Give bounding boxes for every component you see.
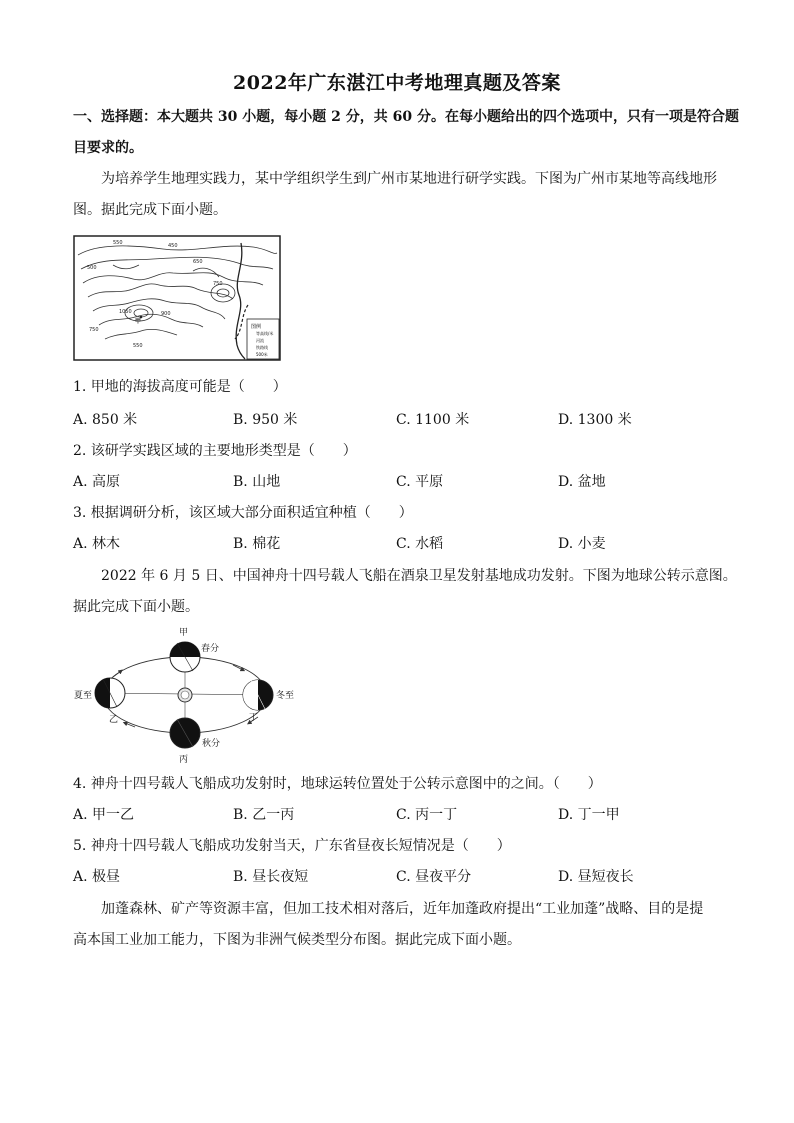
earth-position-yi xyxy=(95,678,125,708)
earth-position-ding xyxy=(243,680,273,710)
contour-map-figure xyxy=(73,235,281,361)
legend-scale: 500米 xyxy=(256,352,268,357)
label-dongzhi: 冬至 xyxy=(276,691,295,701)
question-5-stem: 5. 神舟十四号载人飞船成功发射当天，广东省昼夜长短情况是（ ） xyxy=(73,838,511,854)
intro-paragraph-1-cont: 图。据此完成下面小题。 xyxy=(73,202,227,218)
option-a: A. 极昼 xyxy=(73,869,121,885)
contour-label: 750 xyxy=(89,327,99,333)
label-bing: 丙 xyxy=(179,755,189,765)
contour-label: 900 xyxy=(161,311,171,317)
page-title: 2022年广东湛江中考地理真题及答案 xyxy=(233,72,561,94)
contour-label: 650 xyxy=(193,259,203,265)
section-heading-cont: 目要求的。 xyxy=(73,140,143,156)
contour-label: 500 xyxy=(87,265,97,271)
option-b: B. 山地 xyxy=(233,474,281,490)
question-4-options xyxy=(73,805,733,825)
intro-paragraph-1: 为培养学生地理实践力，某中学组织学生到广州市某地进行研学实践。下图为广州市某地等高线地形 xyxy=(101,171,717,187)
intro-paragraph-3-cont: 高本国工业加工能力，下图为非洲气候类型分布图。据此完成下面小题。 xyxy=(73,932,521,948)
earth-orbit-diagram xyxy=(73,625,303,765)
question-3-stem: 3. 根据调研分析，该区域大部分面积适宜种植（ ） xyxy=(73,505,413,521)
option-c: C. 丙一丁 xyxy=(396,807,458,823)
earth-position-bing xyxy=(170,718,200,748)
question-3-options xyxy=(73,534,733,554)
intro-paragraph-3: 加蓬森林、矿产等资源丰富，但加工技术相对落后，近年加蓬政府提出“工业加蓬”战略、目的是提 xyxy=(101,901,704,917)
label-xiazhi: 夏至 xyxy=(74,691,93,701)
question-1-stem: 1. 甲地的海拔高度可能是（ ） xyxy=(73,379,287,395)
label-ding: 丁 xyxy=(249,713,259,723)
contour-label: 550 xyxy=(113,240,123,246)
legend-river: 河流 xyxy=(256,338,264,343)
option-d: D. 小麦 xyxy=(558,536,606,552)
location-jia: 甲 xyxy=(135,318,142,325)
option-d: D. 昼短夜长 xyxy=(558,869,634,885)
option-a: A. 850 米 xyxy=(73,412,138,428)
contour-label: 550 xyxy=(133,343,143,349)
option-b: B. 乙一丙 xyxy=(233,807,295,823)
option-a: A. 甲一乙 xyxy=(73,807,135,823)
contour-label: 1050 xyxy=(119,309,132,315)
question-5-options xyxy=(73,867,733,887)
option-c: C. 水稻 xyxy=(396,536,444,552)
earth-position-jia xyxy=(170,642,200,672)
option-a: A. 高原 xyxy=(73,474,121,490)
contour-label: 750 xyxy=(213,281,223,287)
option-c: C. 1100 米 xyxy=(396,412,470,428)
contour-label: 450 xyxy=(168,243,178,249)
option-c: C. 平原 xyxy=(396,474,444,490)
option-a: A. 林木 xyxy=(73,536,121,552)
option-b: B. 棉花 xyxy=(233,536,281,552)
label-qiufen: 秋分 xyxy=(202,739,221,749)
label-chunfen: 春分 xyxy=(201,644,220,654)
intro-paragraph-2-cont: 据此完成下面小题。 xyxy=(73,599,199,615)
option-d: D. 1300 米 xyxy=(558,412,632,428)
legend-railway: 铁路线 xyxy=(256,345,268,350)
section-heading: 一、选择题：本大题共 30 小题，每小题 2 分，共 60 分。在每小题给出的四个选项中，只有一项是符合题 xyxy=(73,109,739,125)
label-yi: 乙 xyxy=(109,715,119,725)
intro-paragraph-2: 2022 年 6 月 5 日、中国神舟十四号载人飞船在酒泉卫星发射基地成功发射。下图为地球公转示意图。 xyxy=(101,568,737,584)
option-b: B. 昼长夜短 xyxy=(233,869,309,885)
option-d: D. 盆地 xyxy=(558,474,606,490)
option-b: B. 950 米 xyxy=(233,412,298,428)
question-2-stem: 2. 该研学实践区域的主要地形类型是（ ） xyxy=(73,443,357,459)
label-jia: 甲 xyxy=(179,628,189,638)
legend-contour: 等高线/米 xyxy=(256,331,274,336)
option-d: D. 丁一甲 xyxy=(558,807,620,823)
question-2-options xyxy=(73,472,733,492)
legend-title: 图例 xyxy=(251,324,262,330)
question-1-options xyxy=(73,410,733,430)
question-4-stem: 4. 神舟十四号载人飞船成功发射时，地球运转位置处于公转示意图中的之间。（ ） xyxy=(73,776,602,792)
option-c: C. 昼夜平分 xyxy=(396,869,472,885)
